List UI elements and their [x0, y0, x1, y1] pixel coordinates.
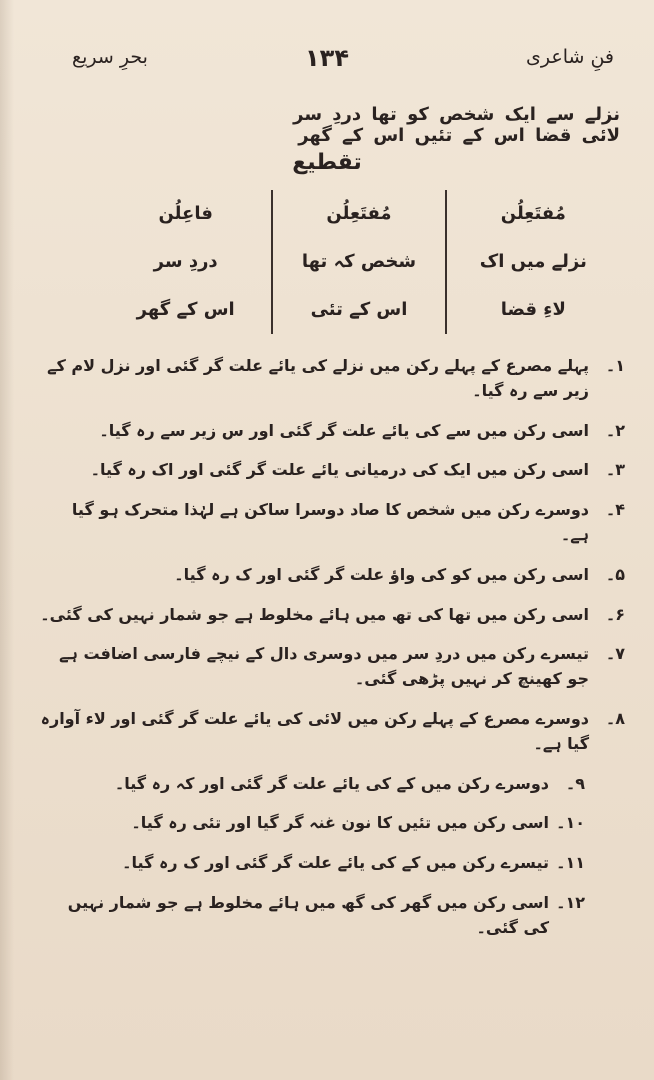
note-item — [40, 642, 625, 692]
note-number: ۵۔ — [605, 564, 625, 584]
note-item — [40, 891, 625, 941]
scansion-line2-segment: اس کے گھر — [136, 299, 235, 320]
note-number: ۲۔ — [605, 420, 625, 440]
scansion-line2-segment: اس کے تئی — [310, 299, 408, 320]
notes-list — [40, 354, 625, 956]
note-number: ۹۔ — [565, 773, 585, 793]
note-text: اسی رکن میں تئیں کا نون غنہ گر گیا اور تئی رہ گیا۔ — [131, 813, 549, 833]
page-number: ۱۳۴ — [305, 44, 349, 72]
scansion-line1-segment: شخص کہ تھا — [301, 251, 417, 272]
scansion-column — [273, 190, 446, 334]
note-text: دوسرے رکن میں شخص کا صاد دوسرا ساکن ہے لہٰذا متحرک ہو گیا ہے۔ — [71, 500, 589, 544]
scansion-foot: مُفتَعِلُن — [500, 203, 566, 224]
note-number: ۱۱۔ — [556, 853, 585, 873]
note-item — [40, 811, 625, 836]
note-number: ۷۔ — [605, 644, 625, 664]
note-item — [40, 772, 625, 797]
note-item — [40, 851, 625, 876]
scansion-foot: فاعِلُن — [158, 203, 213, 224]
scansion-table — [100, 190, 620, 334]
note-number: ۶۔ — [605, 604, 625, 624]
note-number: ۱۔ — [605, 356, 625, 375]
note-text: دوسرے رکن میں کے کی یائے علت گر گئی اور کہ رہ گیا۔ — [114, 773, 549, 793]
note-text: اسی رکن میں تھا کی تھ میں ہائے مخلوط ہے جو شمار نہیں کی گئی۔ — [40, 604, 589, 624]
note-item — [40, 603, 625, 628]
note-item — [40, 498, 625, 548]
note-number: ۱۲۔ — [556, 892, 585, 912]
scansion-line1-segment: نزلے میں اک — [479, 251, 587, 272]
note-number: ۴۔ — [605, 500, 625, 520]
header-book-title: فنِ شاعری — [526, 46, 614, 68]
note-text: تیسرے رکن میں کے کی یائے علت گر گئی اور ک رہ گیا۔ — [122, 853, 549, 873]
note-item — [40, 458, 625, 483]
note-number: ۸۔ — [605, 708, 625, 728]
note-text: دوسرے مصرع کے پہلے رکن میں لائی کی یائے علت گر گئی اور لاء آوارہ گیا ہے۔ — [40, 708, 589, 753]
section-title: تقطیع — [292, 150, 362, 175]
scansion-column — [447, 190, 620, 334]
verse-first-line: نزلے سے ایک شخص کو تھا دردِ سر — [293, 104, 620, 125]
note-item — [40, 354, 625, 404]
note-number: ۱۰۔ — [556, 813, 585, 833]
note-text: اسی رکن میں سے کی یائے علت گر گئی اور س زیر سے رہ گیا۔ — [99, 420, 589, 440]
scansion-column — [100, 190, 273, 334]
note-text: اسی رکن میں کو کی واؤ علت گر گئی اور ک رہ گیا۔ — [174, 564, 589, 584]
note-text: اسی رکن میں ایک کی درمیانی یائے علت گر گئی اور اک رہ گیا۔ — [90, 460, 589, 480]
verse-second-line: لائی قضا اس کے تئیں اس کے گھر — [298, 125, 620, 146]
note-item — [40, 707, 625, 757]
header-meter-name: بحرِ سریع — [72, 46, 148, 68]
scansion-line2-segment: لاءِ قضا — [500, 299, 566, 320]
note-number: ۳۔ — [605, 460, 625, 480]
verse-couplet — [60, 104, 620, 146]
note-item — [40, 419, 625, 444]
note-text: پہلے مصرع کے پہلے رکن میں نزلے کی یائے علت گر گئی اور نزل لام کے زیر سے رہ گیا۔ — [47, 356, 589, 400]
note-text: اسی رکن میں گھر کی گھ میں ہائے مخلوط ہے جو شمار نہیں کی گئی۔ — [67, 892, 549, 937]
scansion-foot: مُفتَعِلُن — [326, 203, 392, 224]
note-item — [40, 563, 625, 588]
note-text: تیسرے رکن میں دردِ سر میں دوسری دال کے نیچے فارسی اضافت ہے جو کھینچ کر نہیں پڑھی گئی۔ — [59, 644, 589, 689]
scansion-line1-segment: دردِ سر — [153, 251, 218, 272]
